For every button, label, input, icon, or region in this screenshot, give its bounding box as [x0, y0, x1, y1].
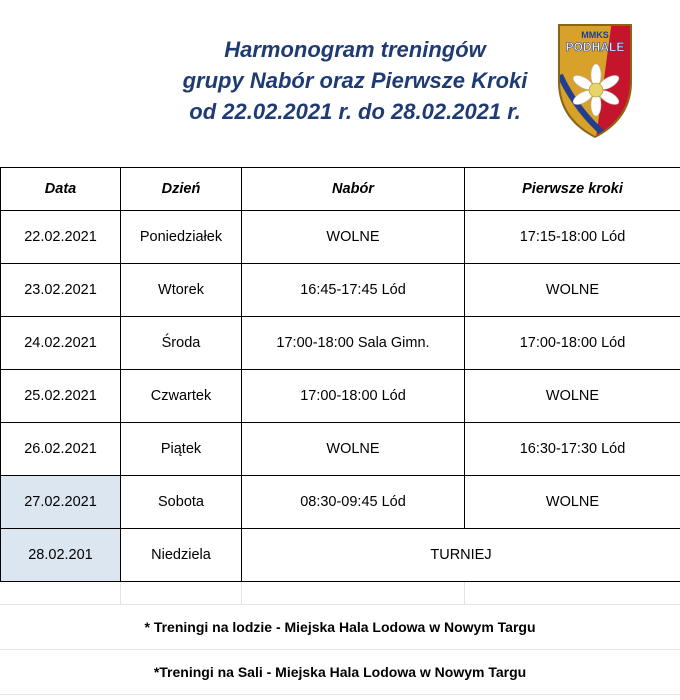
table-row [1, 211, 680, 264]
table-row [1, 476, 680, 529]
cell-day: Poniedziałek [121, 211, 242, 264]
cell-nabor: WOLNE [242, 211, 465, 264]
title-line-2: grupy Nabór oraz Pierwsze Kroki [182, 68, 528, 93]
cell-day: Niedziela [121, 529, 242, 582]
cell-date: 23.02.2021 [1, 264, 121, 317]
table-header-row [1, 168, 680, 211]
cell-day: Sobota [121, 476, 242, 529]
table-row [1, 529, 680, 582]
header-day: Dzień [121, 168, 242, 211]
schedule-table [0, 167, 680, 582]
title-line-1: Harmonogram treningów [224, 37, 486, 62]
cell-nabor: 17:00-18:00 Lód [242, 370, 465, 423]
note-ice-training: * Treningi na lodzie - Miejska Hala Lodowa w Nowym Targu [0, 605, 680, 650]
schedule-title [120, 34, 590, 127]
cell-day: Piątek [121, 423, 242, 476]
cell-nabor: 17:00-18:00 Sala Gimn. [242, 317, 465, 370]
cell-day: Środa [121, 317, 242, 370]
table-row [1, 264, 680, 317]
cell-date: 26.02.2021 [1, 423, 121, 476]
cell-day: Czwartek [121, 370, 242, 423]
header-nabor: Nabór [242, 168, 465, 211]
cell-pierwsze-kroki: 16:30-17:30 Lód [465, 423, 680, 476]
title-line-3: od 22.02.2021 r. do 28.02.2021 r. [189, 99, 521, 124]
cell-nabor: 16:45-17:45 Lód [242, 264, 465, 317]
cell-date: 27.02.2021 [1, 476, 121, 529]
note-gym-training: *Treningi na Sali - Miejska Hala Lodowa w Nowym Targu [0, 650, 680, 695]
table-row [1, 423, 680, 476]
cell-pierwsze-kroki: 17:00-18:00 Lód [465, 317, 680, 370]
header-date: Data [1, 168, 121, 211]
cell-pierwsze-kroki: WOLNE [465, 370, 680, 423]
table-row [1, 370, 680, 423]
cell-date: 28.02.201 [1, 529, 121, 582]
logo-mmks-text: MMKS [581, 30, 609, 40]
edelweiss-shield-logo [556, 20, 634, 138]
cell-pierwsze-kroki: WOLNE [465, 264, 680, 317]
table-row [1, 317, 680, 370]
cell-pierwsze-kroki: 17:15-18:00 Lód [465, 211, 680, 264]
cell-date: 25.02.2021 [1, 370, 121, 423]
cell-day: Wtorek [121, 264, 242, 317]
cell-date: 24.02.2021 [1, 317, 121, 370]
cell-tournament: TURNIEJ [242, 529, 680, 582]
header-pierwsze-kroki: Pierwsze kroki [465, 168, 680, 211]
cell-nabor: WOLNE [242, 423, 465, 476]
cell-pierwsze-kroki: WOLNE [465, 476, 680, 529]
logo-podhale-text: PODHALE [565, 40, 625, 54]
cell-nabor: 08:30-09:45 Lód [242, 476, 465, 529]
notes-section [0, 582, 680, 695]
spacer-row [0, 582, 680, 605]
cell-date: 22.02.2021 [1, 211, 121, 264]
